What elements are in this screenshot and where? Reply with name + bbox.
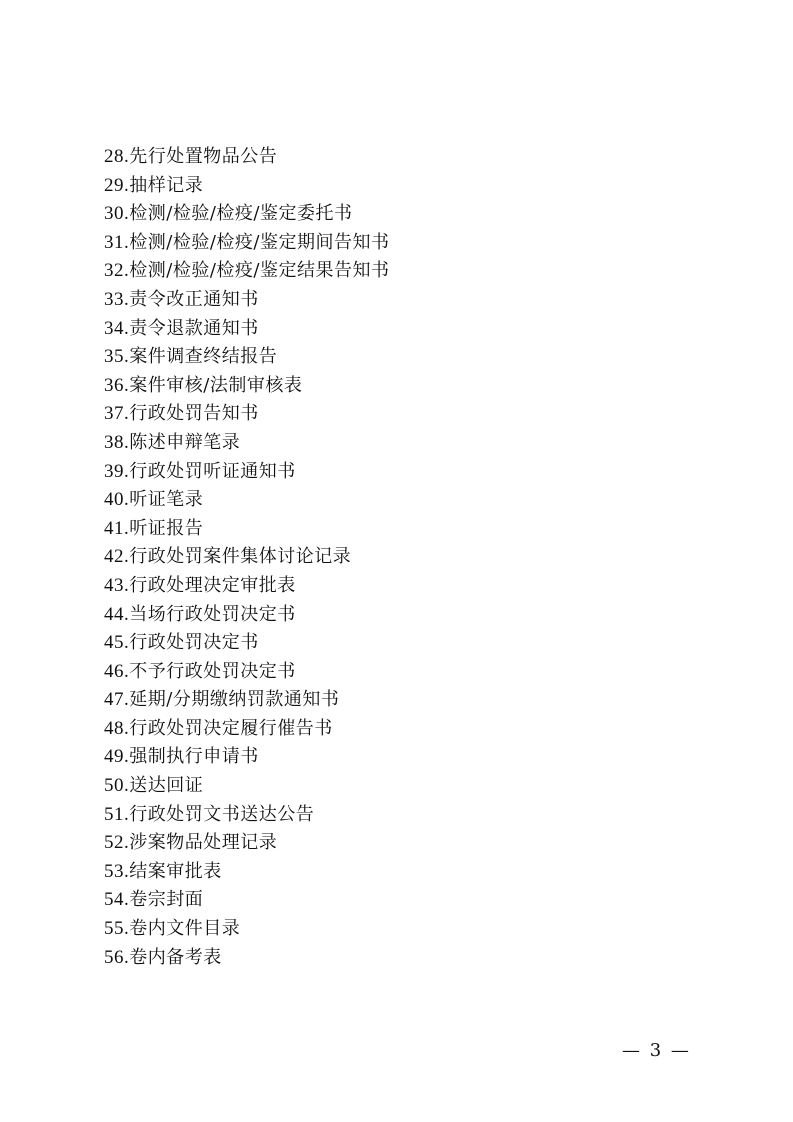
list-item [104,601,389,630]
list-item [104,458,389,487]
list-item [104,429,389,458]
page-number: — 3 — [622,1040,691,1061]
list-item [104,715,389,744]
list-item-number: 37. [104,403,130,425]
list-item-text: 行政处罚案件集体讨论记录 [129,546,352,568]
list-item-number: 36. [104,374,130,396]
list-item-number: 46. [104,660,130,682]
list-item-text: 强制执行申请书 [129,746,259,768]
list-item-number: 49. [104,746,130,768]
list-item [104,858,389,887]
list-item-number: 45. [104,632,130,654]
list-item [104,172,389,201]
list-item [104,286,389,315]
list-item-text: 行政处罚文书送达公告 [129,803,315,825]
list-item [104,229,389,258]
list-item-text: 行政处罚决定书 [129,632,259,654]
list-item [104,915,389,944]
list-item-number: 38. [104,431,130,453]
list-item-text: 行政处罚告知书 [129,403,259,425]
list-item [104,886,389,915]
list-item-number: 53. [104,860,130,882]
list-item [104,572,389,601]
list-item-text: 检测/检验/检疫/鉴定委托书 [129,203,353,225]
list-item [104,829,389,858]
list-item [104,372,389,401]
list-item [104,315,389,344]
document-list [104,143,389,972]
list-item [104,743,389,772]
list-item-number: 30. [104,203,130,225]
list-item [104,944,389,973]
list-item-number: 31. [104,231,130,253]
list-item [104,772,389,801]
list-item [104,143,389,172]
list-item [104,257,389,286]
list-item [104,515,389,544]
list-item-text: 责令退款通知书 [129,317,259,339]
list-item-text: 先行处置物品公告 [129,146,278,167]
list-item-number: 51. [104,803,130,825]
list-item-number: 47. [104,689,130,711]
list-item [104,343,389,372]
list-item-number: 39. [104,460,130,482]
list-item-number: 50. [104,775,130,797]
list-item-number: 42. [104,546,130,568]
list-item [104,629,389,658]
list-item-text: 当场行政处罚决定书 [129,603,296,625]
list-item-number: 56. [104,946,130,968]
list-item-text: 检测/检验/检疫/鉴定期间告知书 [129,231,390,253]
list-item [104,486,389,515]
list-item-number: 54. [104,889,130,911]
list-item-number: 29. [104,174,130,196]
list-item-number: 43. [104,574,130,596]
list-item-number: 48. [104,717,130,739]
list-item-text: 卷内文件目录 [129,918,241,940]
list-item [104,801,389,830]
list-item [104,400,389,429]
list-item-text: 卷内备考表 [129,946,222,968]
list-item-text: 延期/分期缴纳罚款通知书 [129,689,340,711]
list-item-text: 案件调查终结报告 [129,346,278,368]
list-item-text: 听证笔录 [129,489,204,511]
list-item-number: 40. [104,489,130,511]
list-item-text: 听证报告 [129,517,204,539]
list-item-text: 行政处罚听证通知书 [129,460,296,482]
list-item [104,686,389,715]
list-item-number: 33. [104,288,130,310]
list-item-text: 陈述申辩笔录 [129,431,241,453]
list-item-text: 不予行政处罚决定书 [129,660,296,682]
list-item-number: 55. [104,918,130,940]
list-item-text: 抽样记录 [129,174,204,196]
list-item [104,200,389,229]
list-item-text: 案件审核/法制审核表 [129,374,303,396]
list-item-number: 41. [104,517,130,539]
list-item-number: 32. [104,260,130,282]
list-item-number: 34. [104,317,130,339]
list-item-number: 28. [104,146,130,167]
list-item-text: 行政处理决定审批表 [129,574,296,596]
list-item [104,658,389,687]
list-item-text: 行政处罚决定履行催告书 [129,717,333,739]
list-item-text: 检测/检验/检疫/鉴定结果告知书 [129,260,390,282]
list-item-number: 35. [104,346,130,368]
list-item-number: 52. [104,832,130,854]
list-item-text: 送达回证 [129,775,204,797]
list-item [104,543,389,572]
list-item-text: 结案审批表 [129,860,222,882]
list-item-text: 责令改正通知书 [129,288,259,310]
list-item-text: 涉案物品处理记录 [129,832,278,854]
list-item-number: 44. [104,603,130,625]
list-item-text: 卷宗封面 [129,889,204,911]
